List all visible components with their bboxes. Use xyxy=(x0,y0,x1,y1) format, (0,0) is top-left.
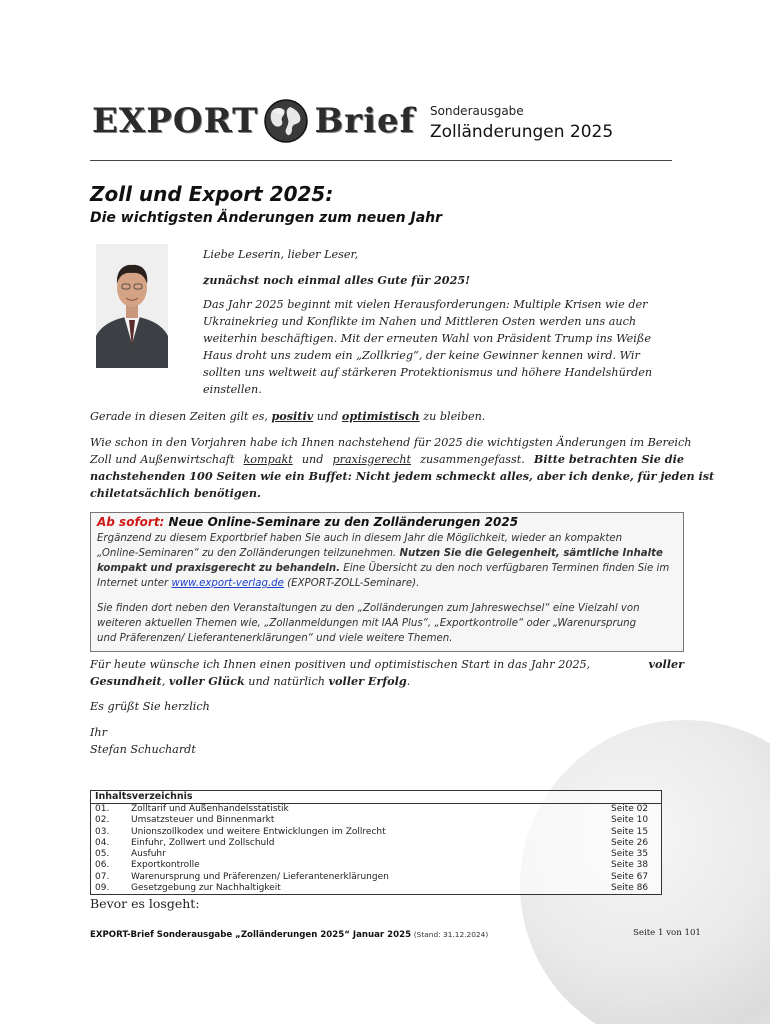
wish-voller: voller xyxy=(648,657,684,671)
toc-page: Seite 10 xyxy=(611,815,649,826)
para2-bitte: Bitte betrachten Sie die xyxy=(533,452,684,466)
seminar-label-new: Ab sofort: xyxy=(97,515,165,529)
toc-row[interactable] xyxy=(91,815,661,826)
wish-natuerlich: und natürlich xyxy=(248,675,325,688)
seminar-line-3a: kompakt und praxisgerecht zu behandeln. xyxy=(97,563,341,574)
seminar-line-7: und Präferenzen/ Lieferantenerklärungen“ und viele weitere Themen. xyxy=(97,633,453,644)
header-title: Zolländerungen 2025 xyxy=(430,122,614,142)
toc-title: Inhaltsverzeichnis xyxy=(91,791,661,804)
seminar-line-2 xyxy=(97,546,675,562)
toc-row[interactable] xyxy=(91,804,661,815)
wish-text-1: Für heute wünsche ich Ihnen einen positiven und optimistischen Start in das Jahr 2025, xyxy=(90,658,591,671)
author-portrait xyxy=(96,244,168,368)
document-subtitle: Die wichtigsten Änderungen zum neuen Jahr xyxy=(90,210,443,226)
seminar-box-heading xyxy=(97,515,518,529)
export-brief-logo xyxy=(92,96,415,146)
toc-number: 05. xyxy=(95,849,110,860)
intro-line-1: Das Jahr 2025 beginnt mit vielen Herausforderungen: Multiple Krisen wie der xyxy=(203,298,648,311)
intro-line-5: sollten uns weltweit auf stärkeren Protektionismus und höhere Handelshürden xyxy=(203,366,653,379)
toc-label: Ausfuhr xyxy=(131,849,166,860)
toc-page: Seite 26 xyxy=(611,837,649,848)
seminar-line-2a: „Online-Seminaren“ zu den Zolländerungen teilzunehmen. xyxy=(97,548,397,559)
toc-label: Warenursprung und Präferenzen/ Lieferantenerklärungen xyxy=(131,871,389,882)
globe-icon xyxy=(262,97,310,145)
closing-ihr: Ihr xyxy=(90,726,107,739)
seminar-line-6: weiteren aktuellen Themen wie, „Zollanmeldungen mit IAA Plus“, „Exportkontrolle“ oder „Warenursprung xyxy=(97,618,637,629)
intro-line-3: weiterhin beschäftigen. Mit der erneuten Wahl von Präsident Trump ins Weiße xyxy=(203,332,651,345)
toc-number: 04. xyxy=(95,837,110,848)
para2-zusammengefasst: zusammengefasst. xyxy=(420,453,525,466)
toc-row[interactable] xyxy=(91,838,661,849)
wish-erfolg: voller Erfolg xyxy=(328,674,407,688)
logo-word-brief: Brief xyxy=(314,101,416,141)
toc-number: 02. xyxy=(95,815,110,826)
lets-go-heading: Bevor es losgeht: xyxy=(90,896,200,911)
seminar-line-2b: Nutzen Sie die Gelegenheit, sämtliche Inhalte xyxy=(399,548,663,559)
toc-page: Seite 15 xyxy=(611,826,649,837)
toc-page: Seite 67 xyxy=(611,871,649,882)
para2-praxisgerecht: praxisgerecht xyxy=(332,453,412,466)
toc-rows xyxy=(91,804,661,894)
para2-und: und xyxy=(301,453,324,466)
seminar-label-title: Neue Online-Seminare zu den Zolländerungen 2025 xyxy=(168,515,519,529)
intro-line-4: Haus droht uns zudem ein „Zollkrieg“, der keine Gewinner kennen wird. Wir xyxy=(203,349,640,362)
salutation: Liebe Leserin, lieber Leser, xyxy=(203,248,359,261)
stay-positive-word: positiv xyxy=(271,409,314,423)
para2-line-1: Wie schon in den Vorjahren habe ich Ihnen nachstehend für 2025 die wichtigsten Änderungen im Bereich xyxy=(90,436,692,449)
para2-zoll: Zoll und Außenwirtschaft xyxy=(90,453,235,466)
stay-positive-paragraph xyxy=(90,408,485,426)
footer-brand: EXPORT xyxy=(90,930,127,940)
toc-number: 06. xyxy=(95,860,110,871)
toc-row[interactable] xyxy=(91,860,661,871)
wish-glueck: voller Glück xyxy=(168,674,245,688)
para2-kompakt: kompakt xyxy=(243,453,293,466)
seminar-line-3b: Eine Übersicht zu den noch verfügbaren Terminen finden Sie im xyxy=(343,563,670,574)
toc-number: 09. xyxy=(95,883,110,894)
stay-and-word: und xyxy=(316,410,339,423)
header-subtitle: Sonderausgabe xyxy=(430,104,524,118)
intro-line-2: Ukrainekrieg und Konflikte im Nahen und Mittleren Osten werden uns auch xyxy=(203,315,637,328)
wish-comma: , xyxy=(161,675,166,688)
toc-number: 07. xyxy=(95,871,110,882)
wish-line-1 xyxy=(90,656,684,674)
toc-label: Exportkontrolle xyxy=(131,860,200,871)
document-title: Zoll und Export 2025: xyxy=(90,182,334,206)
footer-publication-info xyxy=(90,930,488,940)
header-divider xyxy=(90,160,672,161)
toc-label: Gesetzgebung zur Nachhaltigkeit xyxy=(131,883,281,894)
footer-title: -Brief Sonderausgabe „Zolländerungen 2025“ Januar 2025 xyxy=(126,930,412,940)
author-signature: Stefan Schuchardt xyxy=(90,743,196,756)
toc-page: Seite 86 xyxy=(611,883,649,894)
toc-label: Einfuhr, Zollwert und Zollschuld xyxy=(131,837,275,848)
toc-row[interactable] xyxy=(91,872,661,883)
stay-optimistic-word: optimistisch xyxy=(341,409,420,423)
footer-stand-date: (Stand: 31.12.2024) xyxy=(413,930,489,939)
seminar-line-1: Ergänzend zu diesem Exportbrief haben Sie auch in diesem Jahr die Möglichkeit, wieder an kompakten xyxy=(97,533,623,544)
toc-label: Unionszollkodex und weitere Entwicklungen im Zollrecht xyxy=(131,826,386,837)
seminar-line-5: Sie finden dort neben den Veranstaltungen zu den „Zolländerungen zum Jahreswechsel“ eine Vielzahl von xyxy=(97,603,640,614)
para2-line-3: nachstehenden 100 Seiten wie ein Buffet: Nicht jedem schmeckt alles, aber ich denke, für jeden ist xyxy=(90,469,715,483)
wish-gesundheit: Gesundheit xyxy=(90,674,162,688)
greeting: zunächst noch einmal alles Gute für 2025! xyxy=(203,273,471,287)
wish-line-2 xyxy=(90,673,410,691)
seminar-info-box xyxy=(90,512,684,652)
toc-label: Umsatzsteuer und Binnenmarkt xyxy=(131,815,275,826)
wish-period: . xyxy=(406,675,411,688)
stay-text-pre: Gerade in diesen Zeiten gilt es, xyxy=(90,410,268,423)
seminar-line-4 xyxy=(97,576,675,592)
seminar-line-3 xyxy=(97,561,675,577)
toc-number: 01. xyxy=(95,804,110,814)
toc-page: Seite 02 xyxy=(611,804,649,814)
toc-row[interactable] xyxy=(91,883,661,894)
toc-number: 03. xyxy=(95,826,110,837)
toc-row[interactable] xyxy=(91,827,661,838)
seminar-line-4a: Internet unter xyxy=(97,578,169,589)
export-verlag-link[interactable]: www.export-verlag.de xyxy=(171,578,284,589)
footer-page-number: Seite 1 von 101 xyxy=(633,928,701,938)
para2-line-4: chiletatsächlich benötigen. xyxy=(90,486,261,500)
table-of-contents xyxy=(90,790,662,895)
logo-word-export: EXPORT xyxy=(92,101,259,141)
toc-label: Zolltarif und Außenhandelsstatistik xyxy=(131,804,289,814)
toc-page: Seite 38 xyxy=(611,860,649,871)
closing-greeting: Es grüßt Sie herzlich xyxy=(90,700,210,713)
intro-line-6: einstellen. xyxy=(203,383,262,396)
para2-line-2 xyxy=(90,451,684,469)
seminar-line-4b: (EXPORT-ZOLL-Seminare). xyxy=(287,578,420,589)
stay-text-post: zu bleiben. xyxy=(423,410,486,423)
toc-row[interactable] xyxy=(91,849,661,860)
toc-page: Seite 35 xyxy=(611,849,649,860)
